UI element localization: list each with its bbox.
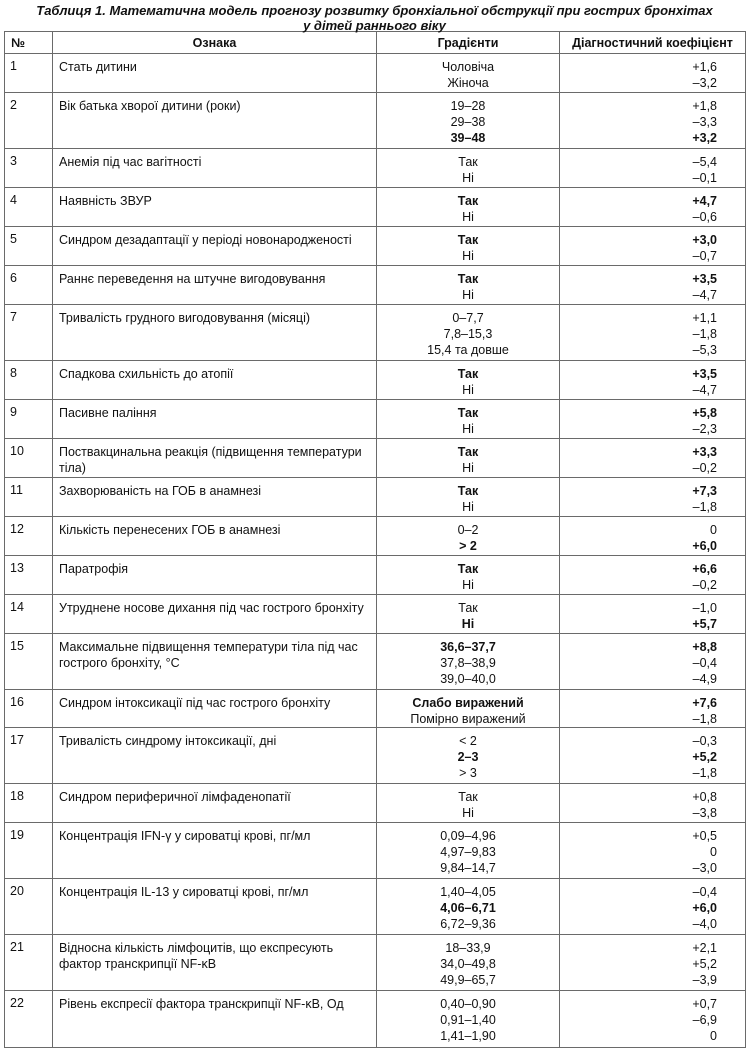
gradient-value: Ні	[462, 288, 474, 302]
feature-cell: Утруднене носове дихання під час гострого бронхіту	[53, 595, 377, 634]
coef-value: –4,7	[692, 288, 717, 302]
feature-cell: Концентрація IL-13 у сироватці крові, пг/мл	[53, 879, 377, 935]
coef-value: –0,7	[692, 249, 717, 263]
gradient-value: Так	[457, 562, 479, 576]
row-number: 20	[5, 879, 53, 935]
coef-value: –1,8	[692, 500, 717, 514]
feature-cell: Поствакцинальна реакція (підвищення температури тіла)	[53, 439, 377, 478]
gradient-value: Так	[457, 233, 479, 247]
coef-cell	[560, 188, 746, 227]
gradients-cell	[377, 784, 560, 823]
gradient-value: 7,8–15,3	[443, 327, 493, 341]
gradients-cell	[377, 439, 560, 478]
coef-value: +2,1	[692, 941, 717, 955]
coef-value: +4,7	[692, 194, 717, 208]
row-number: 9	[5, 400, 53, 439]
gradient-value: Жіноча	[447, 76, 489, 90]
table-row	[5, 439, 746, 478]
gradient-value: Ні	[462, 210, 474, 224]
gradient-value: Так	[457, 367, 479, 381]
table-row	[5, 879, 746, 935]
table-row	[5, 728, 746, 784]
gradient-value: 1,40–4,05	[440, 885, 496, 899]
gradients-cell	[377, 93, 560, 149]
gradient-value: 4,06–6,71	[440, 901, 496, 915]
gradient-value: 0,40–0,90	[440, 997, 496, 1011]
table-row	[5, 991, 746, 1048]
row-number: 16	[5, 690, 53, 728]
coef-value: +0,7	[692, 997, 717, 1011]
row-number: 2	[5, 93, 53, 149]
coef-value: –5,3	[692, 343, 717, 357]
gradients-cell	[377, 517, 560, 556]
coef-value: –6,9	[692, 1013, 717, 1027]
row-number: 5	[5, 227, 53, 266]
gradients-cell	[377, 361, 560, 400]
feature-cell: Тривалість синдрому інтоксикації, дні	[53, 728, 377, 784]
feature-cell: Синдром периферичної лімфаденопатії	[53, 784, 377, 823]
coef-cell	[560, 935, 746, 991]
caption-line-2: у дітей раннього віку	[303, 18, 446, 33]
feature-cell: Анемія під час вагітності	[53, 149, 377, 188]
coef-value: +5,8	[692, 406, 717, 420]
coef-value: +3,2	[692, 131, 717, 145]
gradient-value: 4,97–9,83	[440, 845, 496, 859]
feature-cell: Захворюваність на ГОБ в анамнезі	[53, 478, 377, 517]
coef-cell	[560, 149, 746, 188]
coef-value: +6,0	[692, 901, 717, 915]
gradient-value: 18–33,9	[445, 941, 491, 955]
table-row	[5, 227, 746, 266]
feature-cell: Спадкова схильність до атопії	[53, 361, 377, 400]
feature-cell: Кількість перенесених ГОБ в анамнезі	[53, 517, 377, 556]
row-number: 17	[5, 728, 53, 784]
gradient-value: Чоловіча	[441, 60, 495, 74]
row-number: 21	[5, 935, 53, 991]
gradient-value: 6,72–9,36	[440, 917, 496, 931]
coef-value: 0	[710, 845, 717, 859]
gradients-cell	[377, 400, 560, 439]
coef-value: +5,2	[692, 957, 717, 971]
row-number: 8	[5, 361, 53, 400]
table-row	[5, 595, 746, 634]
coef-value: +3,3	[692, 445, 717, 459]
table-row	[5, 188, 746, 227]
diagnostic-table	[4, 31, 746, 1048]
coef-cell	[560, 823, 746, 879]
row-number: 7	[5, 305, 53, 361]
gradients-cell	[377, 634, 560, 690]
coef-value: +8,8	[692, 640, 717, 654]
gradient-value: Так	[457, 194, 479, 208]
gradients-cell	[377, 991, 560, 1048]
gradients-cell	[377, 728, 560, 784]
coef-value: –3,8	[692, 806, 717, 820]
coef-cell	[560, 266, 746, 305]
coef-cell	[560, 728, 746, 784]
gradient-value: Так	[458, 790, 478, 804]
coef-value: –0,1	[692, 171, 717, 185]
gradient-value: Слабо виражений	[412, 696, 524, 710]
gradient-value: Так	[457, 445, 479, 459]
coef-value: –1,8	[692, 766, 717, 780]
coef-cell	[560, 305, 746, 361]
gradient-value: 2–3	[457, 750, 479, 764]
gradients-cell	[377, 690, 560, 728]
coef-cell	[560, 595, 746, 634]
feature-cell: Рівень експресії фактора транскрипції NF-κB, Од	[53, 991, 377, 1048]
gradient-value: Ні	[462, 422, 474, 436]
gradient-value: Ні	[462, 806, 474, 820]
coef-cell	[560, 93, 746, 149]
table-row	[5, 935, 746, 991]
coef-value: –4,9	[692, 672, 717, 686]
row-number: 1	[5, 54, 53, 93]
coef-cell	[560, 361, 746, 400]
coef-value: –3,3	[692, 115, 717, 129]
header-num: №	[5, 32, 53, 54]
coef-cell	[560, 634, 746, 690]
table-row	[5, 266, 746, 305]
coef-cell	[560, 517, 746, 556]
coef-value: +3,5	[692, 367, 717, 381]
row-number: 19	[5, 823, 53, 879]
coef-value: –1,0	[692, 601, 717, 615]
gradient-value: 37,8–38,9	[440, 656, 496, 670]
coef-value: –3,9	[692, 973, 717, 987]
gradient-value: 36,6–37,7	[440, 640, 496, 654]
gradient-value: 0–2	[457, 523, 479, 537]
coef-cell	[560, 54, 746, 93]
feature-cell: Стать дитини	[53, 54, 377, 93]
feature-cell: Раннє переведення на штучне вигодовування	[53, 266, 377, 305]
coef-value: –3,2	[692, 76, 717, 90]
table-row	[5, 634, 746, 690]
coef-value: +1,8	[692, 99, 717, 113]
coef-value: –4,7	[692, 383, 717, 397]
coef-value: +0,8	[692, 790, 717, 804]
gradient-value: 34,0–49,8	[440, 957, 496, 971]
gradient-value: 15,4 та довше	[427, 343, 509, 357]
feature-cell: Вік батька хворої дитини (роки)	[53, 93, 377, 149]
header-gradients: Градієнти	[377, 32, 560, 54]
coef-cell	[560, 556, 746, 595]
gradient-value: Ні	[462, 500, 474, 514]
gradient-value: Так	[457, 484, 479, 498]
gradient-value: 29–38	[450, 115, 486, 129]
gradient-value: > 2	[459, 539, 477, 553]
coef-value: –0,2	[692, 461, 717, 475]
table-row	[5, 823, 746, 879]
gradient-value: 49,9–65,7	[440, 973, 496, 987]
coef-value: –0,4	[692, 885, 717, 899]
coef-cell	[560, 879, 746, 935]
coef-value: –0,2	[692, 578, 717, 592]
gradient-value: 39–48	[450, 131, 486, 145]
table-row	[5, 478, 746, 517]
gradient-value: < 2	[459, 734, 477, 748]
gradients-cell	[377, 149, 560, 188]
coef-value: 0	[710, 1029, 717, 1043]
coef-value: –0,6	[692, 210, 717, 224]
coef-value: –2,3	[692, 422, 717, 436]
gradient-value: > 3	[459, 766, 477, 780]
gradient-value: 39,0–40,0	[440, 672, 496, 686]
gradients-cell	[377, 266, 560, 305]
row-number: 11	[5, 478, 53, 517]
coef-cell	[560, 478, 746, 517]
table-row	[5, 784, 746, 823]
header-coef: Діагностичний коефіцієнт	[560, 32, 746, 54]
gradient-value: 1,41–1,90	[440, 1029, 496, 1043]
row-number: 14	[5, 595, 53, 634]
gradient-value: 0,09–4,96	[440, 829, 496, 843]
gradients-cell	[377, 54, 560, 93]
coef-cell	[560, 439, 746, 478]
feature-cell: Пасивне паління	[53, 400, 377, 439]
gradients-cell	[377, 478, 560, 517]
feature-cell: Концентрація IFN-γ у сироватці крові, пг/мл	[53, 823, 377, 879]
feature-cell: Тривалість грудного вигодовування (місяці)	[53, 305, 377, 361]
table-row	[5, 93, 746, 149]
feature-cell: Синдром дезадаптації у періоді новонародженості	[53, 227, 377, 266]
coef-value: –1,8	[692, 327, 717, 341]
gradient-value: Ні	[462, 461, 474, 475]
coef-value: –5,4	[692, 155, 717, 169]
table-row	[5, 149, 746, 188]
table-row	[5, 54, 746, 93]
coef-value: +0,5	[692, 829, 717, 843]
gradients-cell	[377, 188, 560, 227]
row-number: 12	[5, 517, 53, 556]
coef-value: +3,5	[692, 272, 717, 286]
coef-cell	[560, 227, 746, 266]
row-number: 6	[5, 266, 53, 305]
gradients-cell	[377, 879, 560, 935]
gradients-cell	[377, 556, 560, 595]
coef-value: –4,0	[692, 917, 717, 931]
feature-cell: Максимальне підвищення температури тіла під час гострого бронхіту, °С	[53, 634, 377, 690]
gradients-cell	[377, 823, 560, 879]
coef-value: –3,0	[692, 861, 717, 875]
coef-value: +1,6	[692, 60, 717, 74]
gradient-value: Так	[458, 155, 478, 169]
gradients-cell	[377, 227, 560, 266]
coef-cell	[560, 784, 746, 823]
feature-cell: Синдром інтоксикації під час гострого бронхіту	[53, 690, 377, 728]
feature-cell: Відносна кількість лімфоцитів, що експресують фактор транскрипції NF-κB	[53, 935, 377, 991]
table-row	[5, 361, 746, 400]
header-feature: Ознака	[53, 32, 377, 54]
table-caption	[0, 0, 749, 31]
coef-value: –1,8	[692, 712, 717, 726]
coef-value: +6,6	[692, 562, 717, 576]
row-number: 13	[5, 556, 53, 595]
feature-cell: Наявність ЗВУР	[53, 188, 377, 227]
coef-value: +1,1	[692, 311, 717, 325]
gradient-value: Так	[457, 272, 479, 286]
gradient-value: Помірно виражений	[410, 712, 526, 726]
row-number: 18	[5, 784, 53, 823]
coef-cell	[560, 690, 746, 728]
coef-value: +7,6	[692, 696, 717, 710]
gradients-cell	[377, 595, 560, 634]
gradient-value: 9,84–14,7	[440, 861, 496, 875]
table-row	[5, 400, 746, 439]
table-row	[5, 690, 746, 728]
coef-value: +7,3	[692, 484, 717, 498]
coef-value: –0,4	[692, 656, 717, 670]
gradient-value: 0,91–1,40	[440, 1013, 496, 1027]
table-row	[5, 305, 746, 361]
coef-cell	[560, 991, 746, 1048]
gradient-value: 19–28	[450, 99, 486, 113]
row-number: 10	[5, 439, 53, 478]
row-number: 15	[5, 634, 53, 690]
coef-value: +6,0	[692, 539, 717, 553]
coef-value: +3,0	[692, 233, 717, 247]
gradient-value: Ні	[462, 578, 474, 592]
row-number: 4	[5, 188, 53, 227]
coef-value: +5,2	[692, 750, 717, 764]
table-row	[5, 556, 746, 595]
coef-cell	[560, 400, 746, 439]
gradient-value: Ні	[462, 171, 474, 185]
table-body	[5, 54, 746, 1048]
table-header-row	[5, 32, 746, 54]
gradients-cell	[377, 935, 560, 991]
caption-line-1: Таблиця 1. Математична модель прогнозу розвитку бронхіальної обструкції при гострих бронхітах	[36, 3, 713, 18]
coef-value: –0,3	[692, 734, 717, 748]
row-number: 22	[5, 991, 53, 1048]
gradient-value: 0–7,7	[452, 311, 484, 325]
table-row	[5, 517, 746, 556]
gradient-value: Так	[457, 406, 479, 420]
gradient-value: Ні	[462, 249, 474, 263]
coef-value: 0	[710, 523, 717, 537]
gradient-value: Ні	[461, 617, 475, 631]
gradient-value: Так	[458, 601, 478, 615]
row-number: 3	[5, 149, 53, 188]
gradients-cell	[377, 305, 560, 361]
feature-cell: Паратрофія	[53, 556, 377, 595]
gradient-value: Ні	[462, 383, 474, 397]
coef-value: +5,7	[692, 617, 717, 631]
